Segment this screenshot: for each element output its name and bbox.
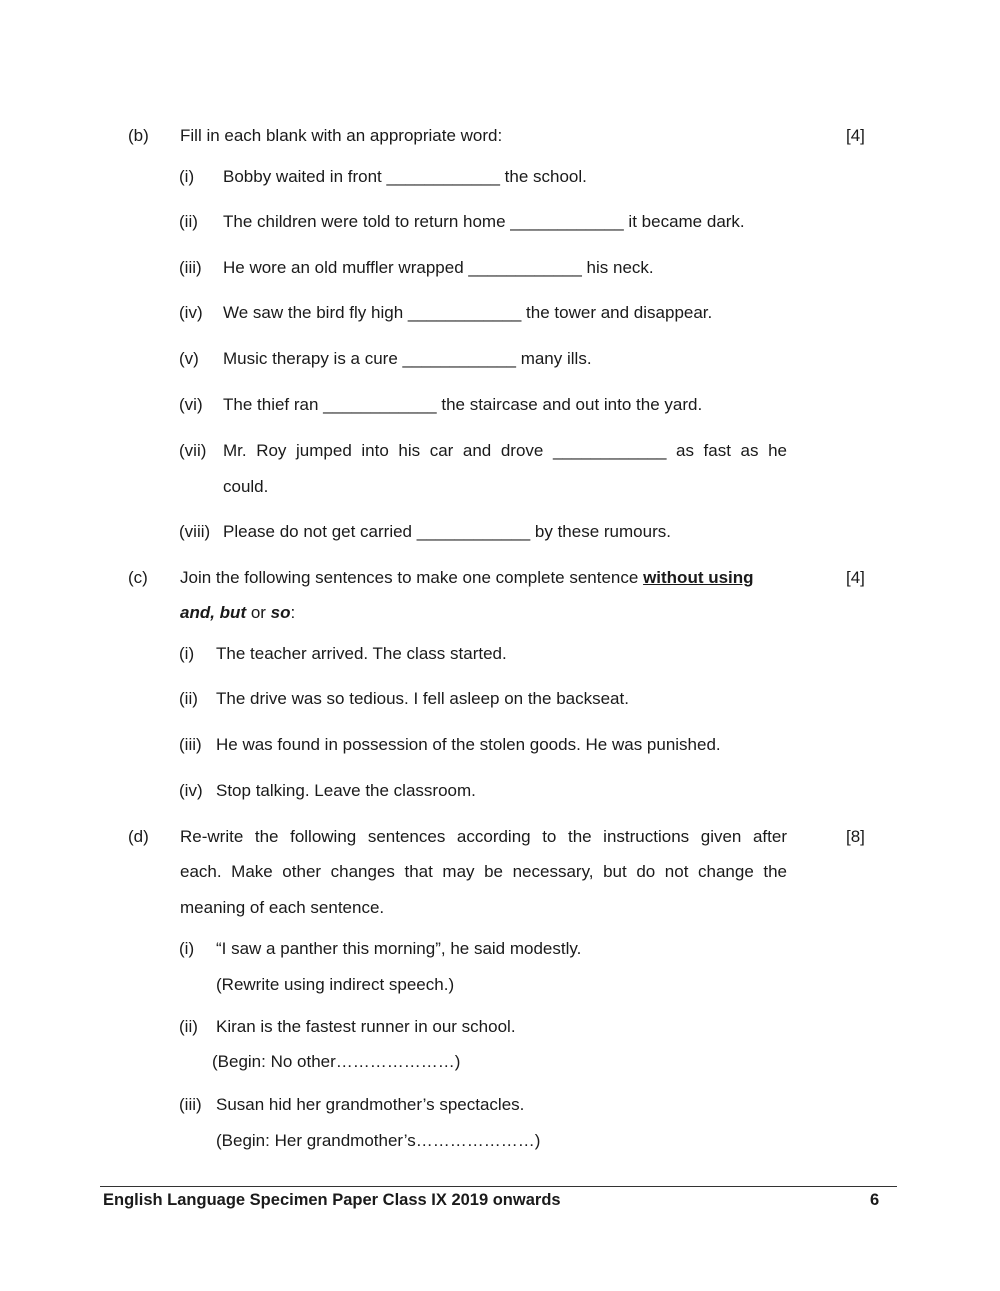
- b-item-text: The thief ran ____________ the staircase and out into the yard.: [223, 395, 703, 414]
- b-item-text-continued: could.: [223, 477, 269, 496]
- d-item-hint: (Begin: No other…………………): [212, 1052, 461, 1071]
- section-d-label: (d): [128, 827, 149, 846]
- b-item-num: (i): [179, 167, 195, 186]
- b-item-text: He wore an old muffler wrapped ____________ his neck.: [223, 258, 654, 277]
- c-item-num: (iv): [179, 781, 203, 800]
- section-b-marks: [4]: [846, 126, 865, 145]
- c-item-text: The teacher arrived. The class started.: [216, 644, 507, 663]
- footer-divider: [100, 1186, 897, 1187]
- d-item-num: (iii): [179, 1095, 202, 1114]
- section-d-instruction-line1: Re-write the following sentences according to the instructions given after: [180, 827, 787, 846]
- d-item-text: Susan hid her grandmother’s spectacles.: [216, 1095, 525, 1114]
- c-item-num: (iii): [179, 735, 202, 754]
- b-item-text: Music therapy is a cure ____________ many ills.: [223, 349, 592, 368]
- section-b-label: (b): [128, 126, 149, 145]
- conjunction-so: so: [270, 603, 291, 622]
- page-number: 6: [870, 1191, 880, 1209]
- section-c-marks: [4]: [846, 568, 865, 587]
- section-c-instruction-text: Join the following sentences to make one complete sentence: [180, 568, 644, 587]
- c-item-num: (ii): [179, 689, 198, 708]
- c-item-num: (i): [179, 644, 195, 663]
- section-c-emphasis: without using: [643, 568, 754, 587]
- b-item-num: (vi): [179, 395, 203, 414]
- c-item-text: The drive was so tedious. I fell asleep on the backseat.: [216, 689, 629, 708]
- b-item-text: The children were told to return home ____________ it became dark.: [223, 212, 745, 231]
- b-item-text: Please do not get carried ____________ by these rumours.: [223, 522, 671, 541]
- c-item-text: He was found in possession of the stolen goods. He was punished.: [216, 735, 721, 754]
- b-item-num: (vii): [179, 441, 207, 460]
- section-c-instruction-line2: [180, 603, 295, 623]
- b-item-text: We saw the bird fly high ____________ the tower and disappear.: [223, 303, 713, 322]
- conjunction-list: and, but: [180, 603, 247, 622]
- b-item-num: (ii): [179, 212, 198, 231]
- d-item-num: (i): [179, 939, 195, 958]
- b-item-text: Mr. Roy jumped into his car and drove ____________ as fast as he: [223, 441, 787, 460]
- section-d-marks: [8]: [846, 827, 865, 846]
- section-b-instruction: Fill in each blank with an appropriate word:: [180, 126, 503, 145]
- b-item-num: (iv): [179, 303, 203, 322]
- section-c-label: (c): [128, 568, 148, 587]
- d-item-hint: (Rewrite using indirect speech.): [216, 975, 455, 994]
- section-d-instruction-line2: each. Make other changes that may be necessary, but do not change the: [180, 862, 787, 881]
- d-item-text: Kiran is the fastest runner in our school.: [216, 1017, 516, 1036]
- d-item-num: (ii): [179, 1017, 198, 1036]
- conjunction-or: or: [246, 603, 271, 622]
- footer-title: English Language Specimen Paper Class IX 2019 onwards: [103, 1191, 561, 1209]
- colon: :: [290, 603, 296, 622]
- b-item-num: (v): [179, 349, 199, 368]
- b-item-text: Bobby waited in front ____________ the school.: [223, 167, 587, 186]
- b-item-num: (iii): [179, 258, 202, 277]
- d-item-text: “I saw a panther this morning”, he said modestly.: [216, 939, 582, 958]
- d-item-hint: (Begin: Her grandmother’s…………………): [216, 1131, 541, 1150]
- b-item-num: (viii): [179, 522, 211, 541]
- section-d-instruction-line3: meaning of each sentence.: [180, 898, 385, 917]
- section-c-instruction: [180, 568, 754, 588]
- c-item-text: Stop talking. Leave the classroom.: [216, 781, 476, 800]
